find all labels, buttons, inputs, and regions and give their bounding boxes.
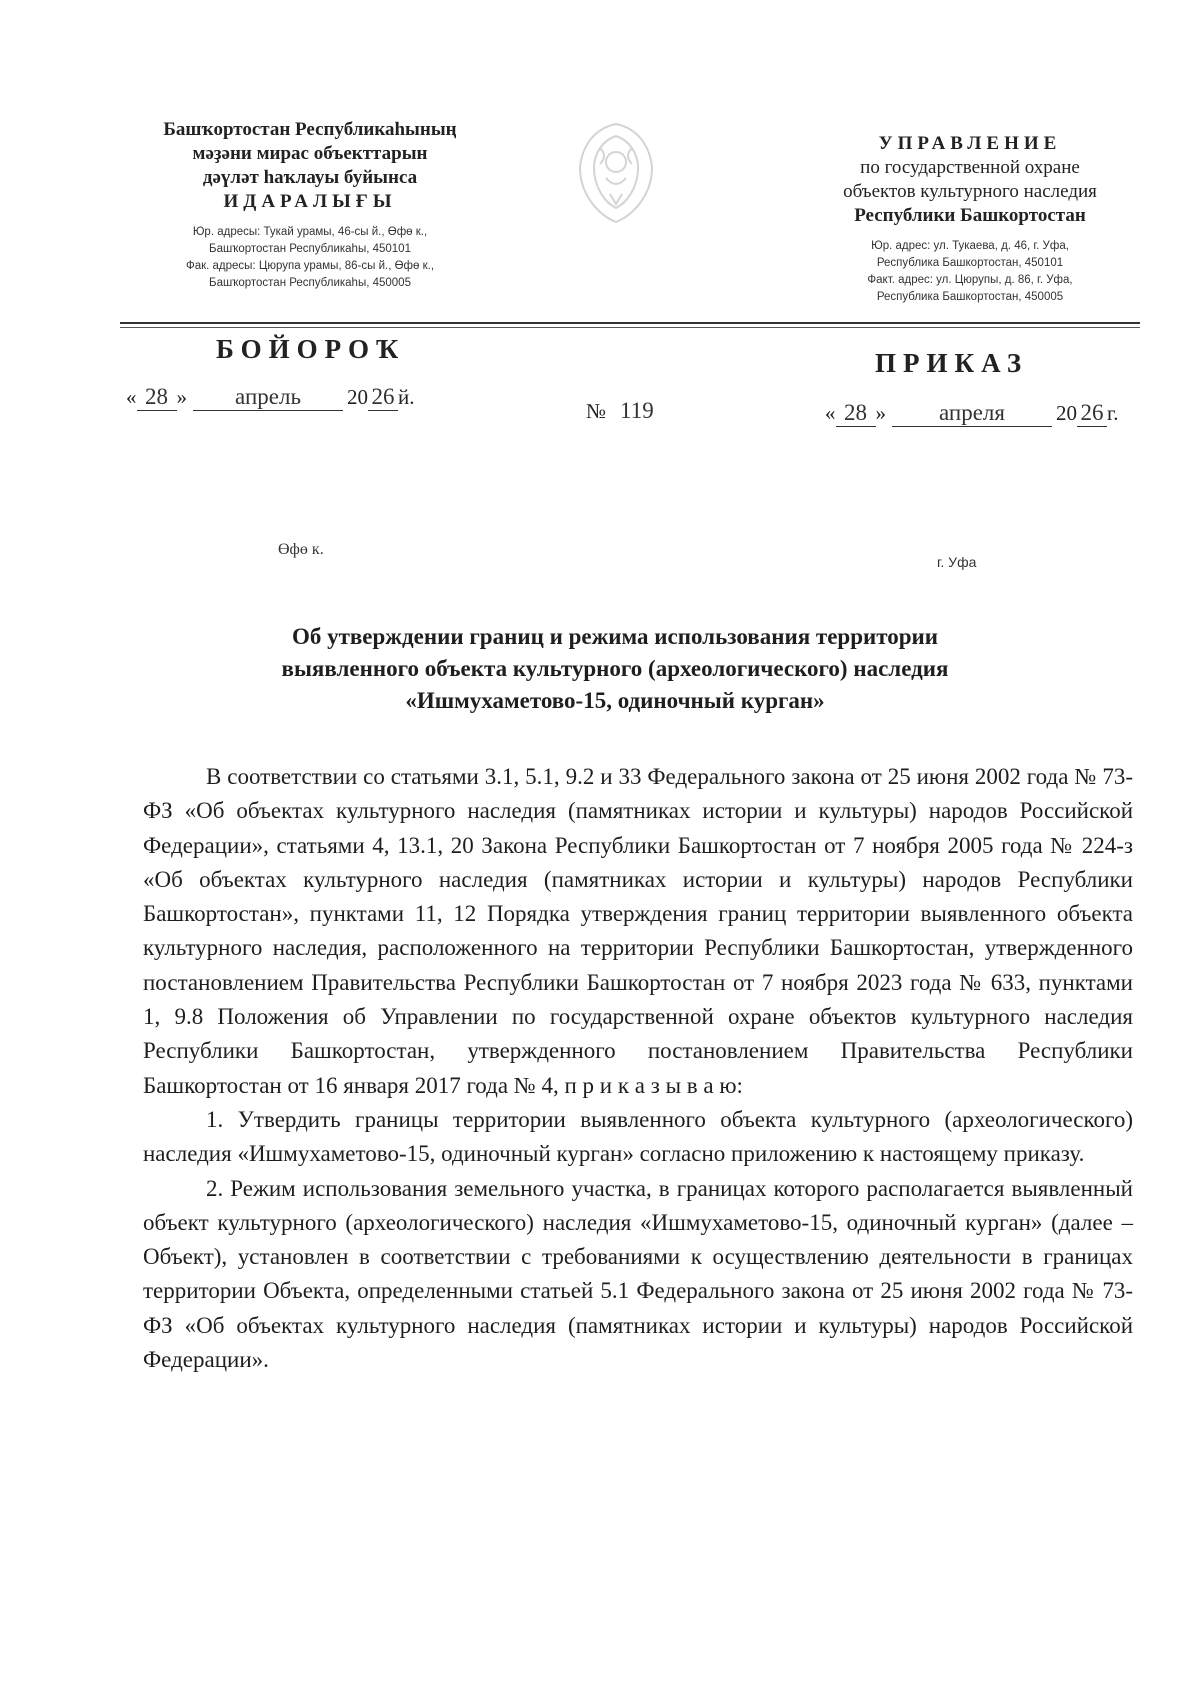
date-day: 28 <box>137 384 177 411</box>
doc-type-bashkir: БОЙОРОҠ <box>216 334 406 364</box>
org-name-bashkir-line-1: Башҡортостан Республикаһының <box>163 119 457 140</box>
org-name-russian-line-2: по государственной охране <box>860 157 1080 178</box>
order-number <box>586 398 654 424</box>
quote-open: « <box>126 385 137 409</box>
document-body <box>143 760 1133 1377</box>
title-line: Об утверждении границ и режима использования территории <box>291 624 939 649</box>
header-right-block <box>800 132 1140 306</box>
address-line: Республика Башкортостан, 450005 <box>876 291 1064 303</box>
body-paragraph-preamble: В соответствии со статьями 3.1, 5.1, 9.2 и 33 Федерального закона от 25 июня 2002 года № 73-ФЗ «Об объектах культурного наследия (памятниках истории и культуры) народов Российской Федерации», статьями 4, 13.1, 20 Закона Республики Башкортостан от 7 ноября 2005 года № 224-з «Об объектах культурного наследия (памятниках истории и культуры) народов Республики Башкортостан», пунктами 11, 12 Порядка утверждения границ территории выявленного объекта культурного наследия, расположенного на территории Республики Башкортостан, утвержденного постановлением Правительства Республики Башкортостан от 7 ноября 2023 года № 633, пунктами 1, 9.8 Положения об Управлении по государственной охране объектов культурного наследия Республики Башкортостан, утвержденного постановлением Правительства Республики Башкортостан от 16 января 2017 года № 4, п р и к а з ы в а ю: <box>143 764 1133 1098</box>
document-title <box>160 621 1070 717</box>
year-suffix: 26 <box>1077 400 1107 427</box>
doc-type-russian: ПРИКАЗ <box>875 348 1029 378</box>
date-day: 28 <box>836 400 876 427</box>
address-line: Фак. адресы: Цюрупа урамы, 86-сы й., Өфө к., <box>185 260 435 272</box>
city-russian: г. Уфа <box>937 554 977 570</box>
quote-close: » <box>875 401 886 425</box>
year-unit: й. <box>398 385 415 409</box>
quote-open: « <box>825 401 836 425</box>
date-month: апреля <box>892 400 1052 427</box>
header-divider-thin <box>120 327 1140 328</box>
address-line: Юр. адресы: Тукай урамы, 46-сы й., Өфө к., <box>192 226 428 238</box>
year-prefix: 20 <box>347 385 368 409</box>
number-value: 119 <box>620 398 654 423</box>
header-left-block <box>120 118 500 292</box>
address-line: Юр. адрес: ул. Тукаева, д. 46, г. Уфа, <box>871 240 1069 252</box>
title-line: выявленного объекта культурного (археологического) наследия <box>281 656 949 681</box>
quote-close: » <box>176 385 187 409</box>
date-russian <box>825 400 1119 427</box>
org-name-russian-line-1: УПРАВЛЕНИЕ <box>878 133 1062 154</box>
number-sign: № <box>586 399 607 423</box>
address-bashkir <box>120 224 500 292</box>
year-unit: г. <box>1107 401 1119 425</box>
header-divider <box>120 322 1140 324</box>
address-line: Факт. адрес: ул. Цюрупы, д. 86, г. Уфа, <box>867 274 1073 286</box>
year-prefix: 20 <box>1056 401 1077 425</box>
body-paragraph-item-1: 1. Утвердить границы территории выявленного объекта культурного (археологического) наследия «Ишмухаметово-15, одиночный курган» согласно приложению к настоящему приказу. <box>143 1106 1133 1167</box>
republic-emblem-icon <box>566 118 666 226</box>
year-suffix: 26 <box>368 384 398 411</box>
org-name-bashkir-line-2: мәҙәни мирас объекттарын <box>192 143 428 164</box>
address-line: Башҡортостан Республикаһы, 450101 <box>209 243 411 255</box>
address-line: Республика Башкортостан, 450101 <box>876 257 1064 269</box>
address-russian <box>800 238 1140 306</box>
date-bashkir <box>126 384 415 411</box>
org-name-bashkir-line-4: ИДАРАЛЫҒЫ <box>223 191 397 212</box>
body-paragraph-item-2: 2. Режим использования земельного участка, в границах которого располагается выявленный объект культурного (археологического) наследия «Ишмухаметово-15, одиночный курган» (далее – Объект), установлен в соответствии с требованиями к осуществлению деятельности в границах территории Объекта, определенными статьей 5.1 Федерального закона от 25 июня 2002 года № 73-ФЗ «Об объектах культурного наследия (памятниках истории и культуры) народов Российской Федерации». <box>143 1175 1133 1373</box>
city-bashkir: Өфө к. <box>278 541 324 558</box>
org-name-russian-line-3: объектов культурного наследия <box>843 181 1097 202</box>
org-name-bashkir-line-3: дәүләт һаҡлауы буйынса <box>202 167 418 188</box>
date-month: апрель <box>193 384 343 411</box>
org-name-russian-line-4: Республики Башкортостан <box>854 205 1086 226</box>
address-line: Башҡортостан Республикаһы, 450005 <box>209 277 411 289</box>
title-line: «Ишмухаметово-15, одиночный курган» <box>405 688 825 713</box>
